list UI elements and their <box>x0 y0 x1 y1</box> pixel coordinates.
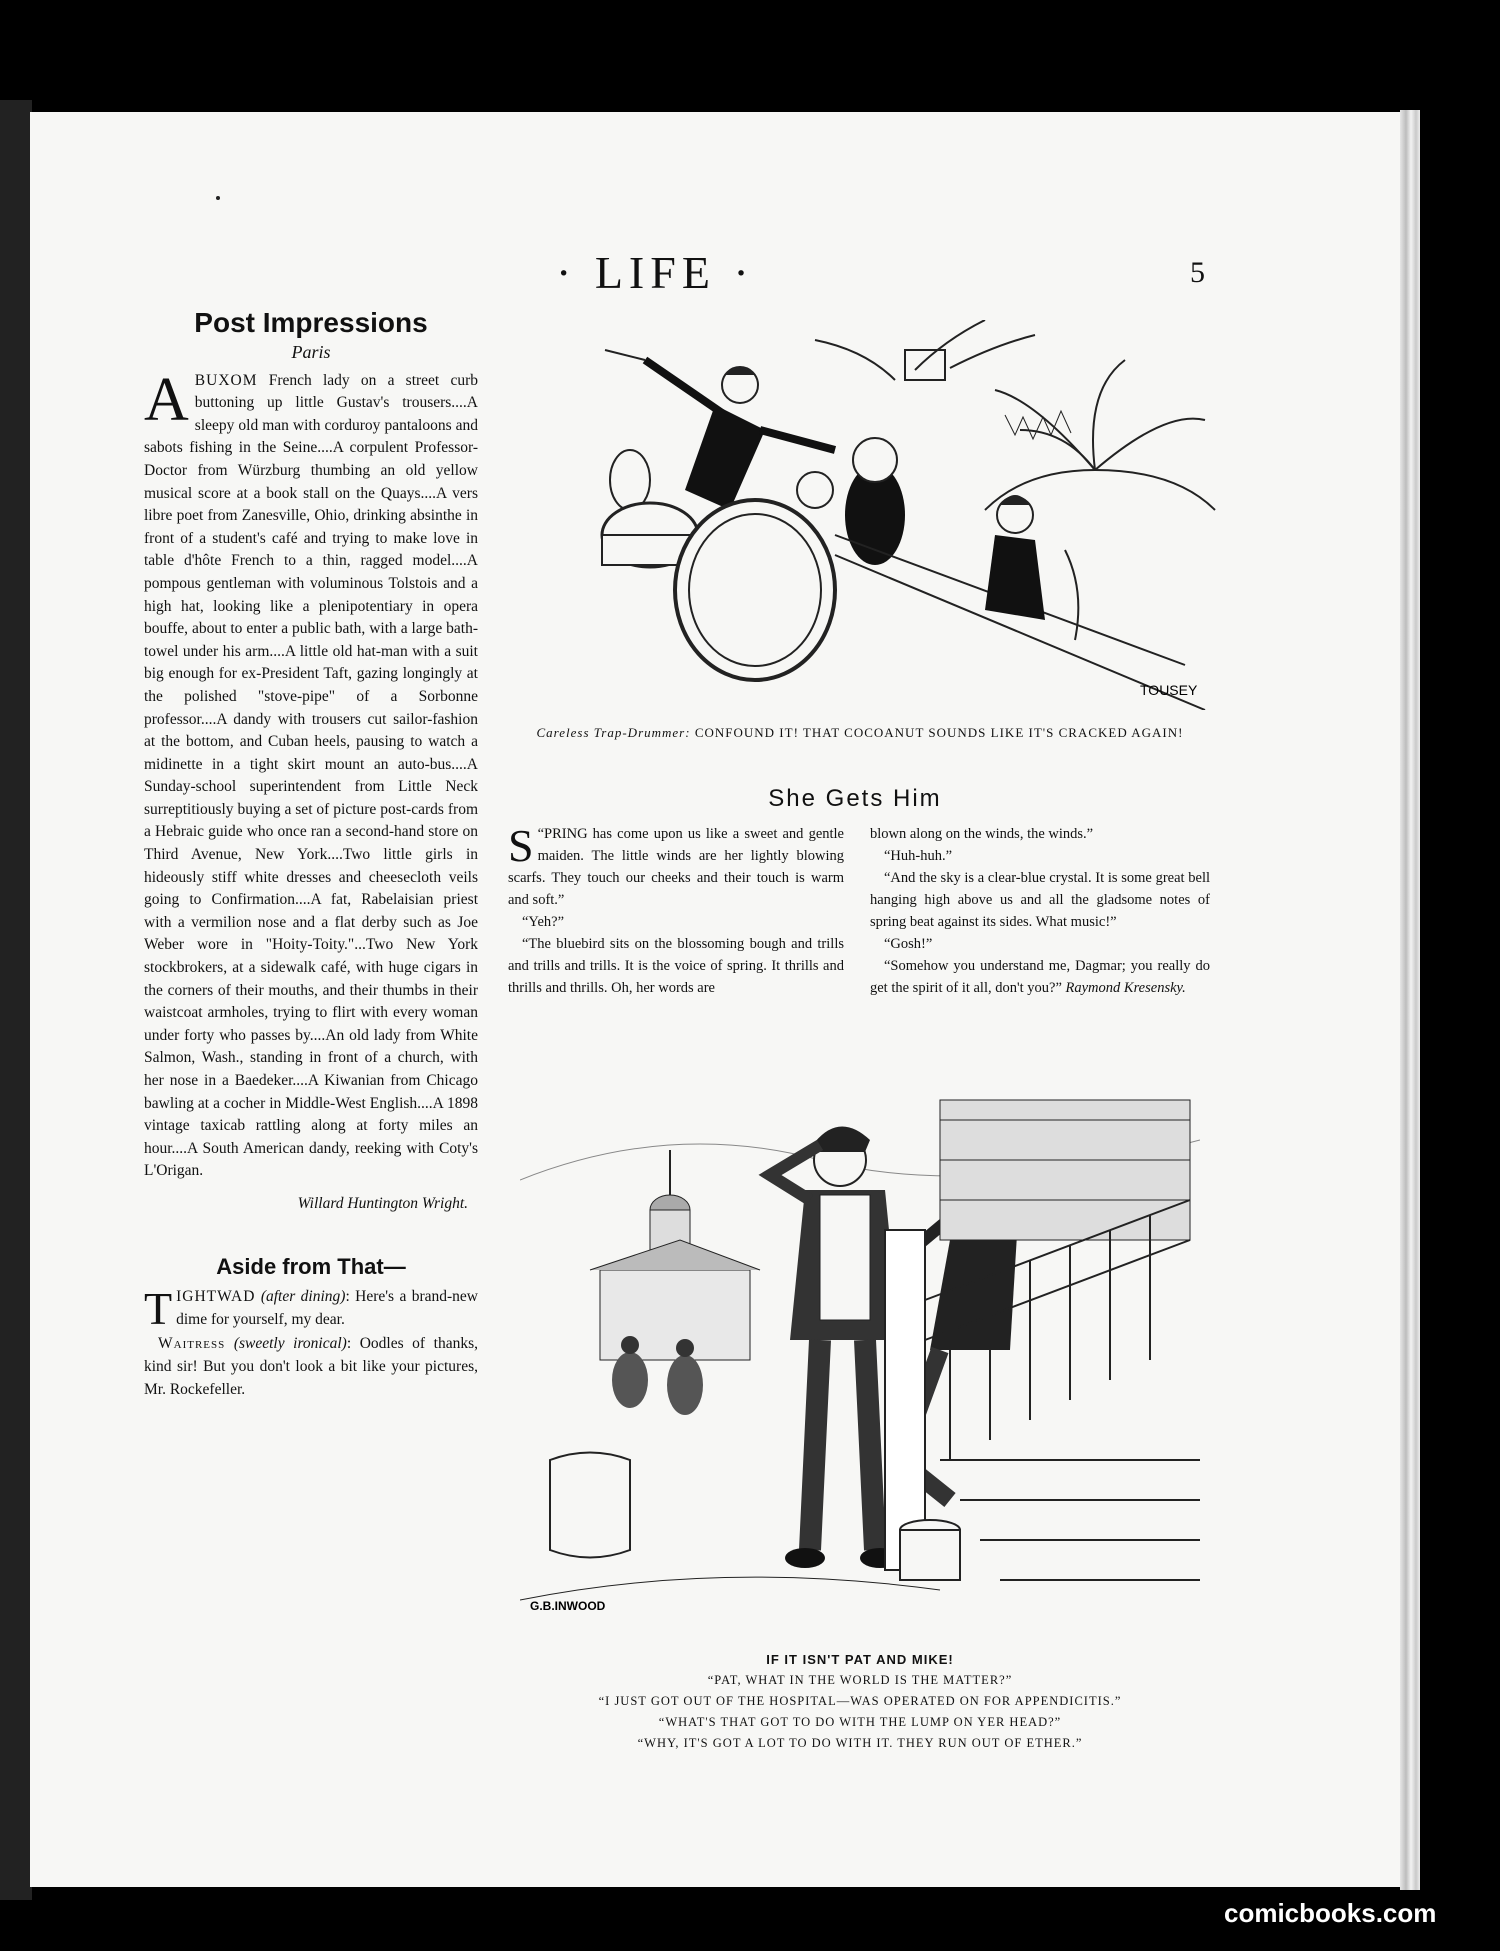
article-body <box>144 365 478 1183</box>
caption-line: “PAT, WHAT IN THE WORLD IS THE MATTER?” <box>707 1673 1013 1687</box>
stage-direction: (after dining) <box>260 1288 346 1306</box>
pat-and-mike-cartoon <box>520 1080 1200 1625</box>
dialogue-text: “PRING has come upon us like a sweet and gentle maiden. The little winds are her lightly blowing scarfs. They touch our cheeks and their touch is warm and soft.” <box>508 826 844 908</box>
dialogue-line: : Here's a brand-new dime for yourself, my dear. <box>176 1288 479 1328</box>
caption-line: “WHAT'S THAT GOT TO DO WITH THE LUMP ON YER HEAD?” <box>658 1715 1062 1729</box>
page-edges <box>1400 110 1420 1890</box>
dialogue-paragraph: “And the sky is a clear-blue crystal. It is some great bell hanging high above us and all the gladsome notes of spring beat against its sides. What music!” <box>870 870 1210 930</box>
aside-body <box>144 1283 479 1401</box>
dialogue-paragraph <box>870 955 1210 999</box>
dialogue-paragraph: “The bluebird sits on the blossoming bough and trills and trills and trills. It is the voice of spring. It thrills and thrills and thrills. Oh, her words are <box>508 936 844 996</box>
page-number: 5 <box>1190 256 1205 289</box>
drop-cap: A <box>144 365 189 434</box>
aside-drop-cap: T <box>144 1283 173 1335</box>
site-watermark: comicbooks.com <box>1224 1898 1437 1928</box>
caption-line: “I JUST GOT OUT OF THE HOSPITAL—WAS OPERATED ON FOR APPENDICITIS.” <box>598 1694 1122 1708</box>
she-gets-him-byline: Raymond Kresensky. <box>1065 980 1186 996</box>
cartoonist-signature: TOUSEY <box>1140 682 1198 698</box>
she-gets-him-title: She Gets Him <box>768 785 942 812</box>
cartoon2-caption <box>500 1649 1220 1754</box>
caption-title: IF IT ISN'T PAT AND MIKE! <box>766 1652 954 1667</box>
stage-direction: (sweetly ironical) <box>233 1335 347 1353</box>
dialogue-text: “Somehow you understand me, Dagmar; you really do get the spirit of it all, don't you?” <box>870 958 1210 996</box>
dialogue-paragraph: “Huh-huh.” <box>884 848 953 864</box>
she-gets-him-col1 <box>508 820 844 999</box>
cartoon1-caption <box>505 722 1215 744</box>
lead-word: BUXOM <box>194 371 258 389</box>
ink-speck <box>216 196 220 200</box>
dialogue-paragraph <box>508 820 844 911</box>
dialogue-line: : Oodles of thanks, kind sir! But you don't look a bit like your pictures, Mr. Rockefeller. <box>144 1335 478 1398</box>
dialogue-paragraph: “Gosh!” <box>884 936 933 952</box>
left-column <box>144 305 478 1401</box>
dialogue-paragraph: “Yeh?” <box>522 914 565 930</box>
trap-drummer-cartoon <box>565 320 1220 710</box>
article-title: Post Impressions <box>194 307 428 338</box>
book-spine <box>0 100 32 1900</box>
masthead: · LIFE · <box>556 247 755 298</box>
cartoonist-signature: G.B.INWOOD <box>530 1599 606 1613</box>
speaker-tightwad: IGHTWAD <box>176 1288 256 1306</box>
aside-title: Aside from That— <box>216 1253 406 1279</box>
caption-line: “WHY, IT'S GOT A LOT TO DO WITH IT. THEY RUN OUT OF ETHER.” <box>637 1736 1083 1750</box>
caption-speaker: Careless Trap-Drummer: <box>536 725 691 740</box>
article-text: French lady on a street curb buttoning up little Gustav's trousers....A sleepy old man with corduroy pantaloons and sabots fishing in the Seine....A corpulent Professor-Doctor from Würzburg thumbing an old yellow musical score at a book stall on the Quays....A vers libre poet from Zanesville, Ohio, drinking absinthe in front of a student's café and trying to make love in table d'hôte French to a thin, ragged model....A pompous gentleman with voluminous Tolstois and a high hat, looking like a plenipotentiary in opera bouffe, about to enter a public bath, with a large bath-towel under his arm....A little old hat-man with a suit big enough for ex-President Taft, gazing longingly at the polished "stove-pipe" of a Sorbonne professor....A dandy with trousers cut sailor-fashion at the bottom, and Cuban heels, pausing to watch a midinette in a tight skirt mount an auto-bus....A Sunday-school superintendent from Little Neck surreptitiously buying a set of picture post-cards from a Hebraic guide who once ran a second-hand store on Third Avenue, New York....Two little girls in hideously stiff white dresses and cheesecloth veils going to Confirmation....A fat, Rabelaisian priest with a vermilion nose and a flat derby such as Joe Weber wore in "Hoity-Toity."...Two New York stockbrokers, at a sidewalk café, with huge cigars in the corners of their mouths, and their thumbs in their waistcoat armholes, trying to flirt with every woman under forty who passes by....An old lady from White Salmon, Wash., standing in front of a church, with her nose in a Baedeker....A Kiwanian from Chicago bawling at a cocher in Middle-West English....A 1898 vintage taxicab rattling along at forty miles an hour....A South American dandy, reeking with Coty's L'Origan. <box>144 371 478 1180</box>
she-gets-him-col2 <box>870 823 1210 999</box>
speaker-waitress: Waitress <box>158 1335 226 1353</box>
aside-reply <box>144 1333 478 1401</box>
dialogue-paragraph: blown along on the winds, the winds.” <box>870 826 1094 842</box>
article-byline: Willard Huntington Wright. <box>297 1194 468 1212</box>
drop-cap: S <box>508 820 534 871</box>
caption-text: CONFOUND IT! THAT COCOANUT SOUNDS LIKE IT'S CRACKED AGAIN! <box>694 725 1184 740</box>
article-subtitle: Paris <box>291 342 331 362</box>
